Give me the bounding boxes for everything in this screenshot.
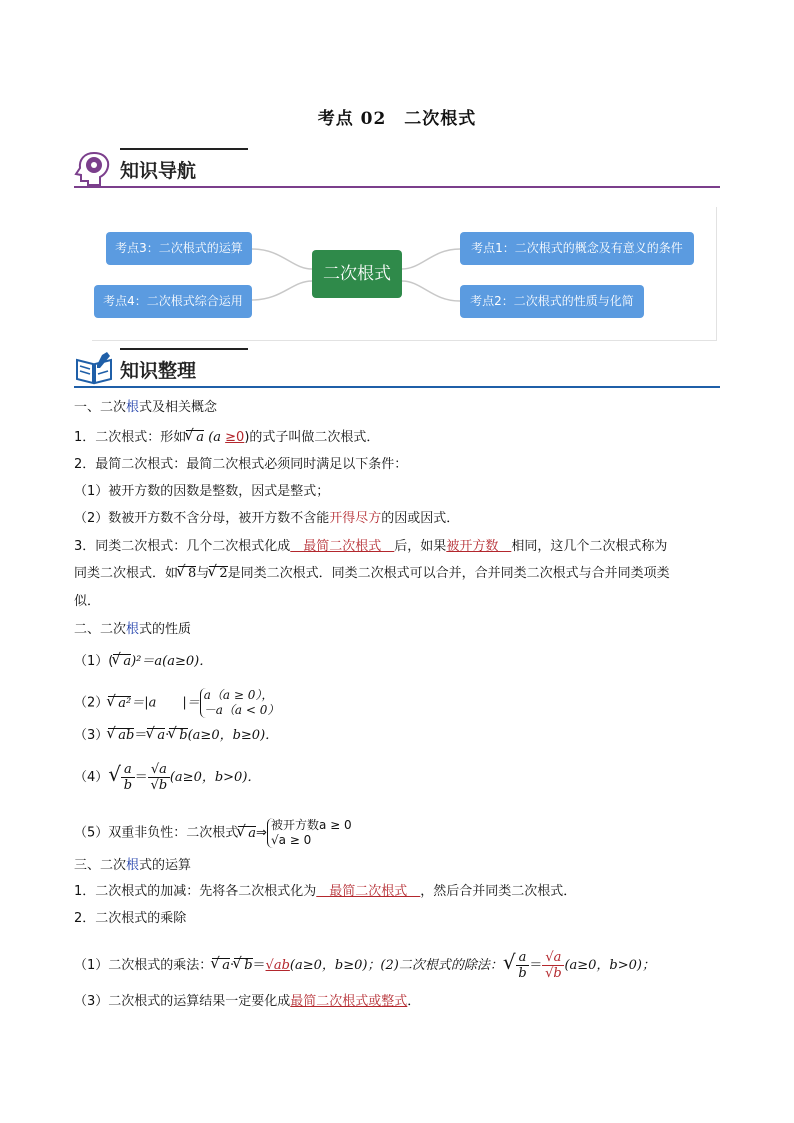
mindmap [92, 207, 717, 341]
s1-line6: 同类二次根式．如√ 8与√ 2是同类二次根式．同类二次根式可以合并，合并同类二次根式与合并同类项类 [74, 564, 670, 584]
s1-line3: （1）被开方数的因数是整数，因式是整式； [74, 484, 330, 499]
mindmap-center-node: 二次根式 [312, 250, 402, 298]
mindmap-node-topic2: 考点2：二次根式的性质与化简 [460, 285, 644, 318]
mindmap-node-topic3: 考点3：二次根式的运算 [106, 232, 252, 265]
condition-brace: 被开方数a ≥ 0 √a ≥ 0 [267, 818, 352, 848]
header-top-line [120, 148, 248, 150]
section3-heading: 三、二次根式的运算 [74, 858, 192, 873]
notes-header-rule [74, 386, 720, 388]
property-4: （4）√ $\frac{a}{b}$ ＝ $\frac{√a}{√b}$ (a≥0，b>0)． [74, 762, 261, 793]
sqrt-a: √ a [186, 430, 204, 445]
answer-blank: 被开方数 [446, 539, 512, 554]
header-top-line [120, 348, 248, 350]
nav-header-text: 知识导航 [120, 160, 197, 182]
nav-header-rule [74, 186, 720, 188]
fraction: $\frac{a}{b}$ [516, 950, 530, 981]
mindmap-node-topic4: 考点4：二次根式综合运用 [94, 285, 252, 318]
s3-line4: （3）二次根式的运算结果一定要化成最简二次根式或整式． [74, 994, 421, 1009]
answer-blank: 最简二次根式或整式 [290, 994, 408, 1009]
notes-header-text: 知识整理 [120, 360, 197, 382]
s1-line1: 1．二次根式：形如√ a (a ≥0)的式子叫做二次根式． [74, 428, 379, 448]
section1-heading: 一、二次根式及相关概念 [74, 400, 218, 415]
page-title: 考点 02 二次根式 [317, 109, 477, 129]
s3-line2: 2．二次根式的乘除 [74, 911, 187, 926]
fraction: $\frac{√a}{√b}$ [148, 762, 170, 793]
property-5: （5）双重非负性：二次根式√ a⇒ 被开方数a ≥ 0 √a ≥ 0 [74, 818, 352, 848]
answer-fraction: $\frac{√a}{√b}$ [542, 950, 564, 981]
nav-section-header [74, 148, 720, 188]
s1-line7: 似． [74, 594, 101, 609]
property-2: （2）√ a²＝|a |＝ a（a ≥ 0）， －a（a < 0） [74, 688, 279, 718]
answer-blank: 最简二次根式 [290, 539, 395, 554]
answer-blank: 最简二次根式 [316, 884, 421, 899]
answer-blank: ≥0 [225, 430, 245, 445]
s1-line5: 3．同类二次根式：几个二次根式化成 最简二次根式 后，如果被开方数 相同，这几个二次根式称为 [74, 539, 668, 554]
open-book-icon [74, 350, 114, 386]
mindmap-connectors [92, 207, 716, 340]
notes-section-header [74, 348, 720, 388]
property-1: （1）(√ a)²＝a(a≥0)． [74, 652, 212, 672]
s3-line1: 1．二次根式的加减：先将各二次根式化为 最简二次根式 ，然后合并同类二次根式． [74, 884, 577, 899]
property-3: （3）√ ab＝√ a·√ b(a≥0，b≥0)． [74, 726, 278, 746]
brain-head-icon [74, 150, 114, 186]
piecewise-brace: a（a ≥ 0）， －a（a < 0） [200, 688, 280, 718]
section2-heading: 二、二次根式的性质 [74, 622, 192, 637]
s1-line4: （2）数被开方数不含分母，被开方数不含能开得尽方的因或因式． [74, 511, 460, 526]
s3-line3: （1）二次根式的乘法：√ a·√ b＝√ab(a≥0，b≥0)；(2)二次根式的除法：√ $\frac{a}{b}$ ＝ $\frac{√a}{√b}$ (a≥0，b>0)； [74, 950, 655, 981]
mindmap-node-topic1: 考点1：二次根式的概念及有意义的条件 [460, 232, 694, 265]
fraction: $\frac{a}{b}$ [121, 762, 135, 793]
answer-blank: √ab [265, 958, 290, 973]
s1-line2: 2．最简二次根式：最简二次根式必须同时满足以下条件： [74, 457, 408, 472]
